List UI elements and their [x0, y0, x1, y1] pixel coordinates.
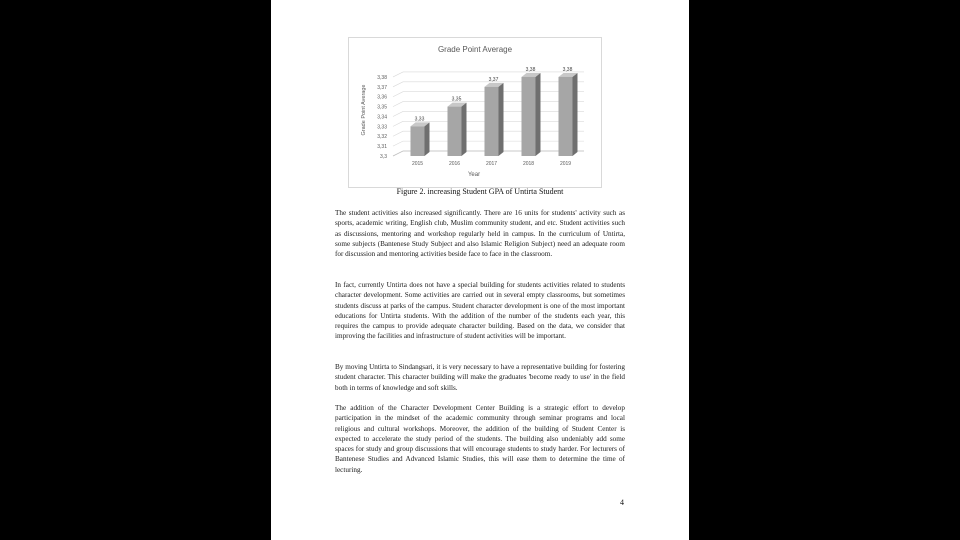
x-tick-label: 2018	[522, 161, 535, 167]
bar-side	[462, 103, 467, 156]
bar-side	[499, 83, 504, 156]
bar-data-label: 3,37	[488, 76, 499, 83]
x-tick-label: 2019	[559, 161, 572, 167]
gpa-chart	[348, 37, 602, 188]
chart-title: Grade Point Average	[437, 45, 513, 54]
paragraph-development-center: The addition of the Character Development Center Building is a strategic effort to develop participation in the mindset of the academic community through seminar programs and local religious and cultural workshops. Moreover, the addition of the building of Student Center is expected to accelerate the study period of the students. The building also undeniably add some spaces for study and group discussions that will encourage students to study harder. For lecturers of Bantenese Studies and Advanced Islamic Studies, this will ease them to determine the time of lecturing.	[335, 404, 625, 474]
paragraph-character-building: In fact, currently Untirta does not have a special building for students activities related to students character development. Some activities are carried out in several empty classrooms, but sometimes students discuss at parks of the campus. Student character development is one of the most important educations for Untirta students. With the addition of the number of the students each year, this requires the campus to provide adequate character building. Based on the data, we consider that improving the facilities and infrastructure of student activities will be important.	[335, 281, 625, 341]
y-tick-label: 3,3	[380, 154, 387, 160]
bar-front	[448, 107, 462, 156]
bar-2017	[485, 77, 504, 156]
y-tick-label: 3,38	[377, 74, 387, 81]
y-tick-label: 3,32	[377, 134, 387, 141]
bar-front	[411, 126, 425, 156]
y-tick-label: 3,35	[377, 104, 387, 111]
bar-2018	[522, 67, 541, 156]
y-tick-label: 3,36	[377, 94, 387, 101]
y-tick-label: 3,31	[377, 144, 387, 151]
bar-front	[522, 77, 536, 156]
document-page	[271, 0, 689, 540]
y-tick-label: 3,37	[377, 84, 387, 91]
bar-2019	[559, 67, 578, 156]
chart-y-ticks	[377, 75, 387, 160]
bar-data-label: 3,38	[562, 66, 573, 73]
y-tick-label: 3,34	[377, 114, 387, 121]
chart-y-axis-label: Grade Point Average	[361, 84, 367, 136]
gpa-chart-svg	[349, 38, 601, 187]
bar-side	[425, 122, 430, 156]
bar-data-label: 3,38	[525, 66, 536, 73]
page-number: 4	[620, 498, 624, 507]
x-tick-label: 2015	[411, 161, 424, 167]
bar-data-label: 3,35	[451, 96, 462, 103]
bar-front	[559, 77, 573, 156]
paragraph-student-activities: The student activities also increased significantly. There are 16 units for students' activity such as sports, academic writing, English club, Muslim community student, and etc. Student activities such as discussions, mentoring and workshop regularly held in campus. In the curriculum of Untirta, some subjects (Bantenese Study Subject and also Islamic Religion Subject) need an adequate room for discussion and mentoring activities beside face to face in the classroom.	[335, 209, 625, 259]
bar-front	[485, 87, 499, 156]
chart-x-axis-label: Year	[467, 172, 481, 178]
paragraph-sindangsari: By moving Untirta to Sindangsari, it is very necessary to have a representative building for fostering student character. This character building will make the graduates 'become ready to use' in the field both in terms of knowledge and soft skills.	[335, 363, 625, 392]
x-tick-label: 2017	[485, 161, 498, 167]
x-tick-label: 2016	[448, 161, 461, 167]
bar-side	[536, 73, 541, 156]
bar-data-label: 3,33	[414, 116, 425, 123]
bar-2015	[411, 116, 430, 156]
chart-x-ticks	[412, 161, 571, 167]
y-tick-label: 3,33	[377, 124, 387, 131]
bar-2016	[448, 97, 467, 156]
figure-caption: Figure 2. increasing Student GPA of Untirta Student	[396, 187, 564, 196]
bar-side	[573, 73, 578, 156]
